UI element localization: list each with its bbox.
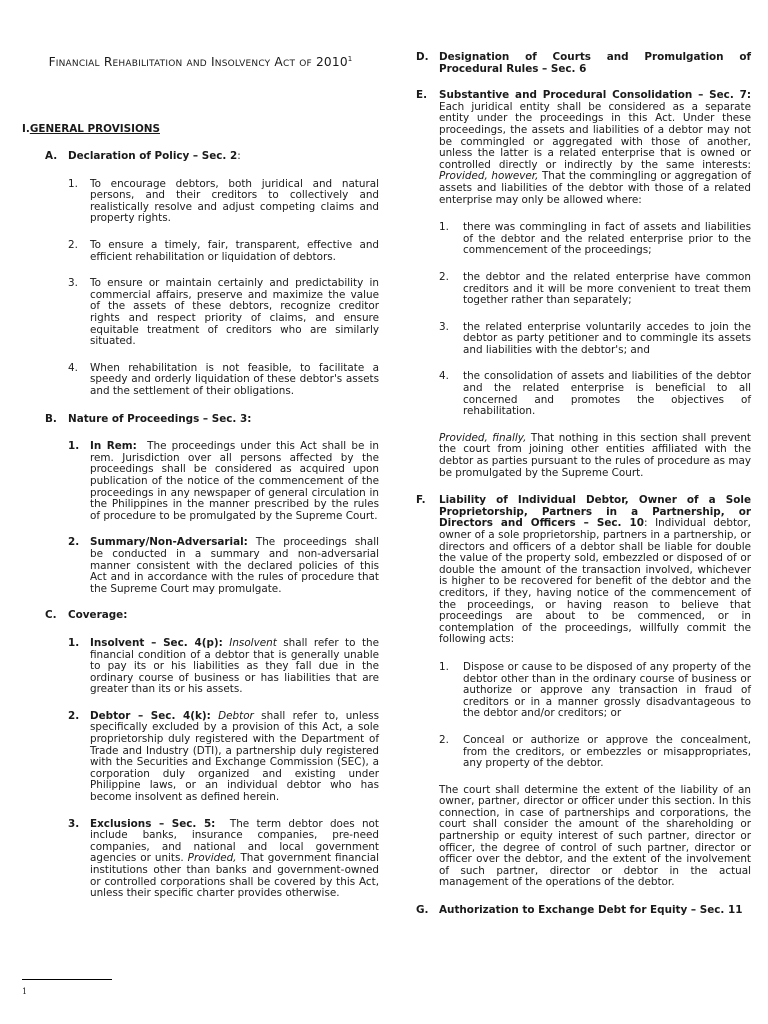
- title-footnote-ref: 1: [347, 54, 353, 63]
- list-item-number: 1.: [439, 660, 449, 673]
- section-g-heading: [416, 905, 751, 917]
- section-f: [416, 495, 751, 646]
- section-e-intro-italic: Provided, however,: [439, 170, 539, 183]
- section-b-title: Nature of Proceedings – Sec. 3:: [68, 412, 252, 425]
- general-provisions-label: GENERAL PROVISIONS: [29, 122, 160, 135]
- list-item: [439, 371, 751, 417]
- list-item: [68, 240, 379, 263]
- footnote-marker: 1: [22, 987, 28, 996]
- section-c-heading: [45, 610, 379, 622]
- section-a-heading: [45, 151, 379, 163]
- list-item-lead: Debtor – Sec. 4(k):: [90, 709, 211, 722]
- list-item-italic: Provided,: [187, 852, 237, 865]
- section-b-label: B.: [45, 412, 57, 425]
- list-item-italic: Insolvent: [229, 636, 277, 649]
- list-item-text: The proceedings under this Act shall be in rem. Jurisdiction over all persons affected by the proceedings shall be considered as acquired upon publication of the notice of the commencement of the proceedings in any newspaper of general circulation in the Philippines in the manner prescribed by the rules of procedure to be promulgated by the Supreme Court.: [90, 440, 379, 522]
- general-provisions-prefix: I.: [22, 122, 30, 135]
- list-item-number: 4.: [68, 361, 78, 374]
- list-item-lead: Summary/Non-Adversarial:: [90, 536, 248, 549]
- list-item-lead: Exclusions – Sec. 5:: [90, 817, 216, 830]
- list-item-number: 2.: [439, 733, 449, 746]
- section-e: [416, 90, 751, 206]
- right-column: [416, 52, 751, 917]
- list-item-text: the consolidation of assets and liabilities of the debtor and the related enterprise is beneficial to all concerned and promotes the objectives of rehabilitation.: [463, 370, 751, 418]
- list-item: [68, 537, 379, 595]
- list-item-lead: In Rem:: [90, 440, 137, 453]
- list-item-text: To encourage debtors, both juridical and natural persons, and their creditors to collectively and realistically resolve and adjust competing claims and property rights.: [90, 177, 379, 225]
- list-item-number: 4.: [439, 370, 449, 383]
- section-a-title-tail: :: [237, 150, 241, 163]
- list-item: [439, 222, 751, 257]
- general-provisions-heading: [22, 124, 379, 136]
- list-item-text: Conceal or authorize or approve the concealment, from the creditors, or embezzles or misappropriates, any property of the debtor.: [463, 733, 751, 770]
- section-f-intro: : Individual debtor, owner of a sole proprietorship, partners in a partnership, or directors and officers of a debtor shall be liable for double the value of the property sold, embezzled or disposed of or double the amount of the transaction involved, whichever is higher to be recovered for benefit of the debtor and the creditors, if they, having notice of the commencement of the proceedings, or having reason to believe that proceedings are about to be commenced, or in contemplation of the proceedings, willfully commit the following acts:: [439, 517, 751, 646]
- section-f-closing: The court shall determine the extent of the liability of an owner, partner, director or officer under this section. In this connection, in case of partnerships and corporations, the court shall consider the amount of the shareholding or partnership or equity interest of such partner, director or officer, the degree of control of such partner, director or officer over the debtor, and the extent of the involvement of such partner, director or debtor in the actual management of the operations of the debtor.: [439, 783, 751, 889]
- list-item: [439, 662, 751, 720]
- list-item-text: The proceedings shall be conducted in a summary and non-adversarial manner consistent with the declared policies of this Act and in accordance with the rules of procedure that the Supreme Court may promulgate.: [90, 536, 379, 595]
- section-e-label: E.: [416, 89, 428, 102]
- list-item-number: 2.: [439, 270, 449, 283]
- list-item-number: 1.: [439, 221, 449, 234]
- list-item: [68, 278, 379, 348]
- list-item: [68, 638, 379, 696]
- section-g-label: G.: [416, 904, 429, 917]
- list-item-number: 1.: [68, 177, 78, 190]
- list-item: [68, 179, 379, 225]
- section-d-label: D.: [416, 51, 429, 63]
- left-column: [22, 52, 379, 900]
- list-item-number: 1.: [68, 636, 80, 649]
- section-d-heading: [416, 52, 751, 75]
- list-item-text: shall refer to, unless specifically excluded by a provision of this Act, a sole proprietorship duly registered with the Department of Trade and Industry (DTI), a partnership duly registered with the Securities and Exchange Commission (SEC), a corporation duly organized and existing under Philippine laws, or an individual debtor who has become insolvent as defined herein.: [90, 709, 379, 804]
- proviso-text: That nothing in this section shall prevent the court from joining other entities affiliated with the debtor as parties pursuant to the rules of procedure as may be promulgated by the Supreme Court.: [439, 431, 751, 479]
- list-item: [68, 441, 379, 522]
- list-item-text: When rehabilitation is not feasible, to facilitate a speedy and orderly liquidation of these debtor's assets and the settlement of their obligations.: [90, 361, 379, 397]
- list-item-text: the related enterprise voluntarily accedes to join the debtor as party petitioner and to commingle its assets and liabilities with the debtor's; and: [463, 320, 751, 356]
- section-a-title: Declaration of Policy – Sec. 2: [68, 150, 238, 163]
- list-item-text: That government financial institutions other than banks and government-owned or controlled corporations shall be covered by this Act, unless their specific charter provides otherwise.: [90, 852, 379, 900]
- list-item-number: 3.: [439, 320, 449, 333]
- list-item-text: To ensure or maintain certainly and predictability in commercial affairs, preserve and maximize the value of the assets of these debtors, recognize creditor rights and respect priority of claims, and ensure equitable treatment of creditors who are similarly situated.: [90, 277, 379, 348]
- section-c-label: C.: [45, 609, 57, 622]
- footnote-separator: [22, 979, 112, 980]
- list-item-number: 1.: [68, 440, 80, 453]
- list-item: [68, 363, 379, 398]
- list-item-number: 2.: [68, 709, 80, 722]
- list-item-text: The term debtor does not include banks, insurance companies, pre-need companies, and national and local government agencies or units.: [90, 817, 379, 865]
- section-e-intro: Each juridical entity shall be considered as a separate entity under the proceedings in this Act. Under these proceedings, the assets and liabilities of a debtor may not be commingled or aggregated with those of another, unless the latter is a related enterprise that is owned or controlled directly or indirectly by the same interests:: [439, 100, 751, 171]
- list-item: [439, 272, 751, 307]
- list-item-text: To ensure a timely, fair, transparent, effective and efficient rehabilitation or liquidation of debtors.: [90, 239, 379, 263]
- list-item-number: 2.: [68, 536, 80, 549]
- list-item-text: Dispose or cause to be disposed of any property of the debtor other than in the ordinary course of business or authorize or approve any transaction in fraud of creditors or in a manner grossly disadvantageous to the debtor and/or creditors; or: [463, 660, 751, 720]
- section-c-title: Coverage:: [68, 609, 128, 622]
- list-item: [68, 711, 379, 804]
- list-item-lead: Insolvent – Sec. 4(p):: [90, 636, 223, 649]
- section-f-title: Liability of Individual Debtor, Owner of a Sole Proprietorship, Partners in a Partnership, or Directors and Officers – Sec. 10: [439, 494, 751, 530]
- list-item-number: 3.: [68, 277, 78, 290]
- list-item-number: 2.: [68, 239, 78, 252]
- list-item-text: the debtor and the related enterprise have common creditors and it will be more convenient to treat them together rather than separately;: [463, 270, 751, 307]
- section-a-label: A.: [45, 150, 58, 163]
- document-title: [22, 56, 379, 70]
- list-item-italic: Debtor: [218, 709, 254, 722]
- section-b-heading: [45, 414, 379, 426]
- list-item-number: 3.: [68, 817, 80, 830]
- section-e-intro-cont: That the commingling or aggregation of assets and liabilities of the debtor with those of a related enterprise may only be allowed where:: [439, 170, 751, 206]
- list-item-text: there was commingling in fact of assets and liabilities of the debtor and the related enterprise prior to the commencement of the proceedings;: [463, 221, 751, 257]
- section-d-title: Designation of Courts and Promulgation of Procedural Rules – Sec. 6: [439, 51, 751, 75]
- section-f-label: F.: [416, 494, 426, 507]
- document-title-text: Financial Rehabilitation and Insolvency Act of 2010: [48, 55, 348, 69]
- list-item-text: shall refer to the financial condition of a debtor that is generally unable to pay its or his liabilities as they fall due in the ordinary course of business or has liabilities that are greater than its or his assets.: [90, 636, 379, 696]
- section-g-title: Authorization to Exchange Debt for Equity – Sec. 11: [439, 904, 743, 917]
- section-e-proviso: [439, 433, 751, 479]
- list-item: [68, 819, 379, 900]
- list-item: [439, 322, 751, 357]
- section-e-title: Substantive and Procedural Consolidation – Sec. 7:: [439, 89, 751, 102]
- proviso-italic: Provided, finally,: [439, 431, 527, 444]
- list-item: [439, 735, 751, 770]
- footnote: [22, 986, 27, 1001]
